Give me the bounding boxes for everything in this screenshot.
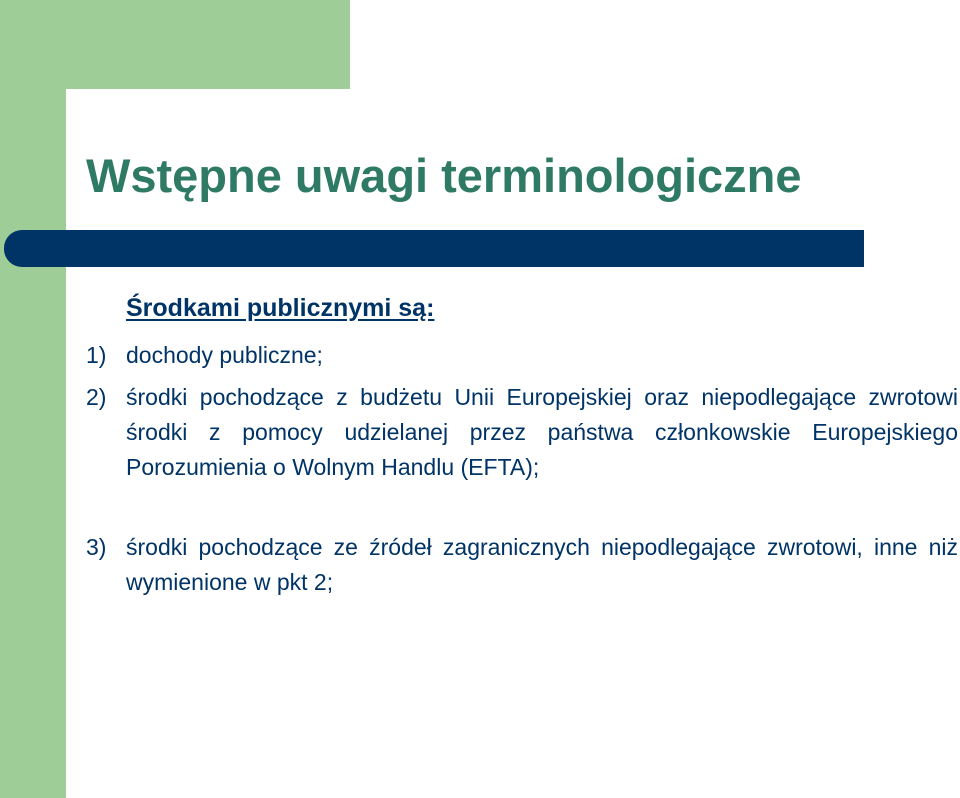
section-heading: Środkami publicznymi są: (126, 294, 435, 322)
background-green-left (0, 0, 66, 798)
background-green-top (0, 0, 350, 89)
list-item-text: środki pochodzące z budżetu Unii Europejskiej oraz niepodlegające zwrotowi środki z pomocy udzielanej przez państwa członkowskie Europejskiego Porozumienia o Wolnym Handlu (EFTA); (126, 384, 958, 480)
list-item-number: 1) (86, 342, 107, 368)
slide-title: Wstępne uwagi terminologiczne (86, 149, 802, 202)
title-divider-bar (4, 230, 864, 267)
list-item (86, 380, 960, 485)
list-item-text: środki pochodzące ze źródeł zagranicznych niepodlegające zwrotowi, inne niż wymienione w pkt 2; (126, 534, 958, 595)
list-item-text: dochody publiczne; (126, 342, 323, 368)
list-item-number: 2) (86, 384, 107, 410)
list-item-number: 3) (86, 534, 107, 560)
list-item (86, 338, 960, 373)
list-item (86, 530, 960, 600)
